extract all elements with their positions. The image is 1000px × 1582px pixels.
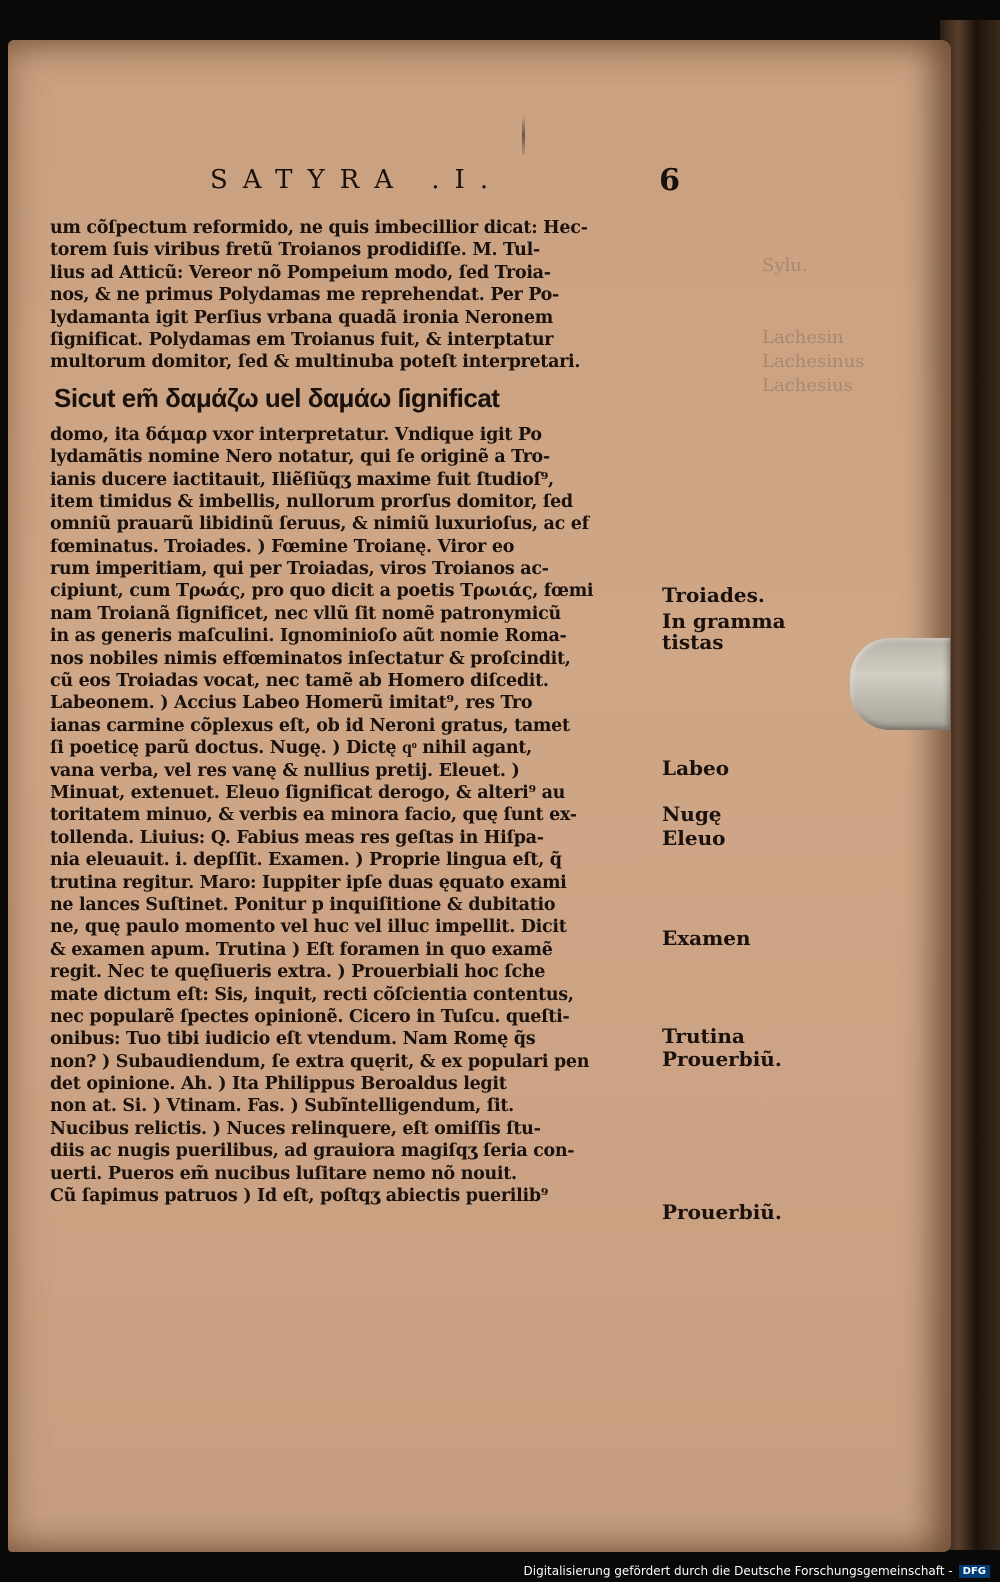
text-line: & examen apum. Trutina ) Eſt foramen in quo examẽ (50, 939, 553, 960)
text-line: um cõſpectum reformido, ne quis imbecillior dicat: Hec- (50, 218, 588, 238)
text-line: in as generis maſculini. Ignominioſo aũt nomie Roma- (50, 626, 567, 647)
text-line: nos, & ne primus Polydamas me reprehendat. Per Po- (50, 285, 559, 306)
margin-note-eleuo: Eleuo (662, 826, 726, 850)
text-line: uerti. Pueros em̃ nucibus luſitare nemo nõ nouit. (50, 1163, 517, 1184)
text-line: torem ſuis viribus fretũ Troianos prodidiſſe. M. Tul- (50, 240, 540, 261)
text-line: tollenda. Liuius: Q. Fabius meas res geſtas in Hiſpa- (50, 827, 544, 848)
margin-note-prouerbium: Prouerbiũ. (662, 1200, 782, 1224)
text-line: ianis ducere iactitauit, Iliẽſiũqʒ maxime fuit ſtudioſ⁹, (50, 469, 554, 490)
text-line: omniũ prauarũ libidinũ ſeruus, & nimiũ luxurioſus, ac ef (50, 514, 589, 535)
text-line: nos nobiles nimis effœminatos inſectatur & proſcindit, (50, 648, 571, 669)
margin-note-trutina: Trutina (662, 1024, 745, 1048)
ghost-line (762, 302, 912, 326)
text-line: cipiunt, cum Τρωάς, pro quo dicit a poetis Τρωιάς, fœmi (50, 581, 594, 602)
text-line: non? ) Subaudiendum, ſe extra quęrit, & ex populari pen (50, 1051, 590, 1072)
ink-mark (522, 115, 525, 155)
text-line: lydamanta igit Perſius vrbana quadã ironia Neronem (50, 307, 553, 328)
text-line: rum imperitiam, qui per Troiadas, viros Troianos ac- (50, 559, 549, 580)
text-line: regit. Nec te quęſiueris extra. ) Prouerbiali hoc ſche (50, 962, 546, 983)
text-line: ianas carmine cõplexus eſt, ob id Neroni gratus, tamet (50, 715, 570, 736)
page-header (210, 165, 690, 205)
text-line: item timidus & imbellis, nullorum prorſus domitor, ſed (50, 491, 573, 512)
text-line: nia eleuauit. i. depſſit. Examen. ) Proprie lingua eſt, q̃ (50, 850, 562, 871)
text-line: non at. Si. ) Vtinam. Fas. ) Subĩntelligendum, ſit. (50, 1096, 514, 1117)
text-line: toritatem minuo, & verbis ea minora facio, quę ſunt ex- (50, 805, 577, 826)
text-line: lydamãtis nomine Nero notatur, qui ſe originẽ a Tro- (50, 447, 550, 468)
margin-note-examen: Examen (662, 926, 751, 950)
ghost-line: Lachesinus (762, 351, 865, 372)
text-line: ſignificat. Polydamas em Troianus fuit, & interptatur (50, 329, 554, 350)
text-line: Nucibus relictis. ) Nuces relinquere, eſt omiſſis ſtu- (50, 1118, 541, 1139)
text-line: ne, quę paulo momento vel huc vel illuc impellit. Dicit (50, 917, 567, 938)
text-line: nam Troianã ſignificet, nec vllũ ſit nomẽ patronymicũ (50, 603, 561, 624)
text-line: Labeonem. ) Accius Labeo Homerũ imitat⁹, res Tro (50, 693, 533, 714)
text-line (50, 1207, 655, 1229)
dfg-logo: DFG (959, 1565, 990, 1578)
text-line: diis ac nugis puerilibus, ad grauiora magiſqʒ ſeria con- (50, 1141, 575, 1162)
text-line: det opinione. Ah. ) Ita Philippus Beroaldus legit (50, 1074, 507, 1095)
page-clip-tab (850, 638, 950, 730)
text-line: cũ eos Troiadas vocat, nec tamẽ ab Homero diſcedit. (50, 671, 549, 692)
margin-note-tistas: tistas (662, 630, 724, 654)
running-head: SATYRA .I. (210, 165, 504, 195)
text-line: ſi poeticę parũ doctus. Nugę. ) Dictę qͦ nihil agant, (50, 738, 532, 759)
text-line: onibus: Tuo tibi iudicio eſt vtendum. Nam Romę q̃s (50, 1029, 536, 1050)
ghost-line: Lachesin (762, 327, 844, 348)
margin-note-in-gramma: In gramma (662, 609, 786, 633)
ghost-line (762, 278, 912, 302)
margin-note-nuge: Nugę (662, 802, 722, 826)
text-line: trutina regitur. Maro: Iuppiter ipſe duas ęquato exami (50, 872, 567, 893)
margin-note-troiades: Troiades. (662, 583, 765, 607)
ghost-line: Lachesius (762, 375, 853, 396)
text-line: vana verba, vel res vanę & nullius pretij. Eleuet. ) (50, 760, 520, 781)
text-line: multorum domitor, ſed & multinuba poteſt interpretari. (50, 352, 581, 373)
text-line: lius ad Atticũ: Vereor nõ Pompeium modo, ſed Troia- (50, 262, 551, 283)
text-line: domo, ita δάμαρ vxor interpretatur. Vndique igit Po (50, 424, 542, 445)
main-text-block (50, 217, 655, 1230)
funding-credit: Digitalisierung gefördert durch die Deutsche Forschungsgemeinschaft - (523, 1564, 953, 1578)
margin-note-labeo: Labeo (662, 756, 730, 780)
margin-note-prouerbium: Prouerbiũ. (662, 1047, 782, 1071)
page-number: 6 (659, 163, 680, 198)
show-through-text (762, 254, 912, 398)
text-line: ne lances Suſtinet. Ponitur p inquiſitione & dubitatio (50, 894, 556, 915)
text-line: mate dictum eſt: Sis, inquit, recti cõſcientia contentus, (50, 984, 574, 1005)
text-line: Minuat, extenuet. Eleuo ſignificat derogo, & alteri⁹ au (50, 782, 566, 803)
ghost-line: Sylu. (762, 255, 808, 276)
digitization-footer (524, 1564, 991, 1578)
text-line: nec popularẽ ſpectes opinionẽ. Cicero in Tuſcu. queſti- (50, 1006, 570, 1027)
text-line: Cũ ſapimus patruos ) Id eſt, poſtqʒ abiectis puerilib⁹ (50, 1186, 549, 1207)
large-type-line: Sicut em̃ δαμάζω uel δαμάω ſignificat (54, 382, 500, 413)
text-line: fœminatus. Troiades. ) Fœmine Troianę. Viror eo (50, 536, 515, 557)
